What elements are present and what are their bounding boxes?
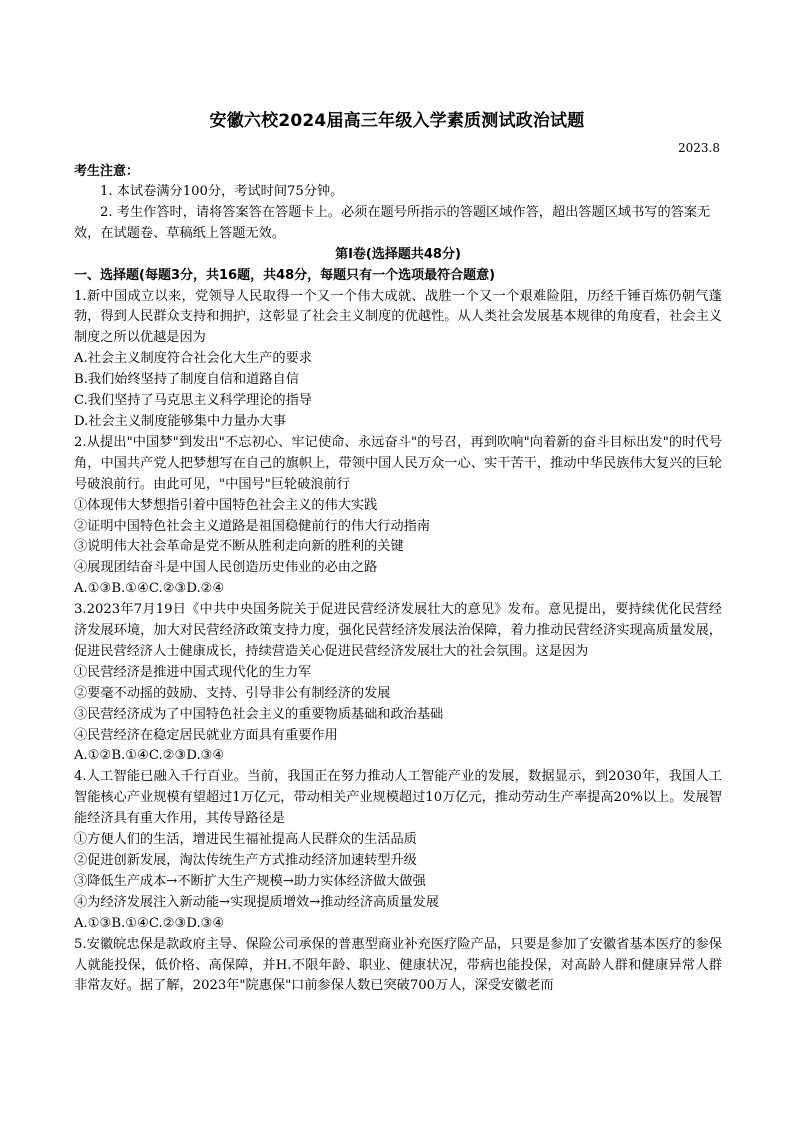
answer-choices: A.①③B.①④C.②③D.②④ [74, 581, 225, 597]
section-title: 第Ⅰ卷(选择题共48分) [335, 246, 461, 262]
question-5 [74, 935, 722, 998]
option: ④为经济发展注入新动能→实现提质增效→推动经济高质量发展 [74, 894, 439, 910]
question-2 [74, 433, 722, 600]
option: ④民营经济在稳定居民就业方面具有重要作用 [74, 727, 338, 743]
question-stem: 3.2023年7月19日《中共中央国务院关于促进民营经济发展壮大的意见》发布。意见提出，要持续优化民营经济发展环境，加大对民营经济政策支持力度，强化民营经济发展法治保障，着力推动民营经济实现高质量发展，促进民营经济人士健康成长，持续营造关心促进民营经济发展壮大的社会氛围。这是因为 [74, 602, 722, 659]
option: ③说明伟大社会革命是党不断从胜利走向新的胜利的关键 [74, 539, 404, 555]
option: ①方便人们的生活，增进民生福祉提高人民群众的生活品质 [74, 832, 417, 848]
part-title: 一、选择题(每题3分，共16题，共48分，每题只有一个选项最符合题意) [74, 267, 496, 283]
option: ③民营经济成为了中国特色社会主义的重要物质基础和政治基础 [74, 706, 444, 722]
option: ①民营经济是推进中国式现代化的生力军 [74, 664, 312, 680]
question-stem: 1.新中国成立以来，党领导人民取得一个又一个伟大成就、战胜一个又一个艰难险阻，历经千锤百炼仍朝气蓬勃，得到人民群众支持和拥护，这彰显了社会主义制度的优越性。从人类社会发展基本规律的角度看，社会主义制度之所以优越是因为 [74, 288, 722, 346]
notice-block [74, 182, 722, 245]
option: ①体现伟大梦想指引着中国特色社会主义的伟大实践 [74, 497, 378, 513]
option: ②证明中国特色社会主义道路是祖国稳健前行的伟大行动指南 [74, 518, 431, 534]
question-1 [74, 287, 722, 433]
option: ②促进创新发展，淘汰传统生产方式推动经济加速转型升级 [74, 853, 417, 868]
option: ②要毫不动摇的鼓励、支持、引导非公有制经济的发展 [74, 685, 391, 701]
option: ④展现团结奋斗是中国人民创造历史伟业的必由之路 [74, 560, 378, 576]
answer-choices: A.①③B.①④C.②③D.③④ [74, 915, 225, 931]
notice-title: 考生注意： [74, 164, 140, 179]
option: A.社会主义制度符合社会化大生产的要求 [74, 351, 312, 367]
exam-content [74, 182, 722, 997]
option: B.我们始终坚持了制度自信和道路自信 [74, 372, 299, 388]
notice-item: 2. 考生作答时，请将答案答在答题卡上。必须在题号所指示的答题区域作答，超出答题区域书写的答案无效，在试题卷、草稿纸上答题无效。 [74, 204, 711, 241]
exam-date: 2023.8 [678, 141, 720, 155]
option: D.社会主义制度能够集中力量办大事 [74, 413, 287, 429]
option: ③降低生产成本→不断扩大生产规模→助力实体经济做大做强 [74, 873, 426, 889]
question-stem: 4.人工智能已融入千行百业。当前，我国正在努力推动人工智能产业的发展，数据显示，到2030年，我国人工智能核心产业规模有望超过1万亿元，带动相关产业规模超过10万亿元，推动劳动生产率提高20%以上。发展智能经济具有重大作用，其传导路径是 [74, 769, 722, 827]
notice-item: 1. 本试卷满分100分，考试时间75分钟。 [100, 184, 344, 199]
option: C.我们坚持了马克思主义科学理论的指导 [74, 393, 312, 409]
question-4 [74, 767, 722, 934]
exam-title: 安徽六校2024届高三年级入学素质测试政治试题 [209, 111, 585, 131]
question-stem: 5.安徽皖忠保是款政府主导、保险公司承保的普惠型商业补充医疗险产品，只要是参加了安徽省基本医疗的参保人就能投保，低价格、高保障，并H.不限年龄、职业、健康状况，带病也能投保，对高龄人群和健康异常人群非常友好。据了解，2023年"院惠保"口前参保人数已突破700万人，深受安徽老而 [74, 936, 722, 994]
answer-choices: A.①②B.①④C.②③D.③④ [74, 748, 225, 764]
question-stem: 2.从提出"中国梦"到发出"不忘初心、牢记使命、永远奋斗"的号召，再到吹响"向着新的奋斗目标出发"的时代号角，中国共产党人把梦想写在自己的旗帜上，带领中国人民万众一心、实干苦干，推动中华民族伟大复兴的巨轮号破浪前行。由此可见，"中国号"巨轮破浪前行 [74, 434, 722, 492]
question-3 [74, 600, 722, 767]
